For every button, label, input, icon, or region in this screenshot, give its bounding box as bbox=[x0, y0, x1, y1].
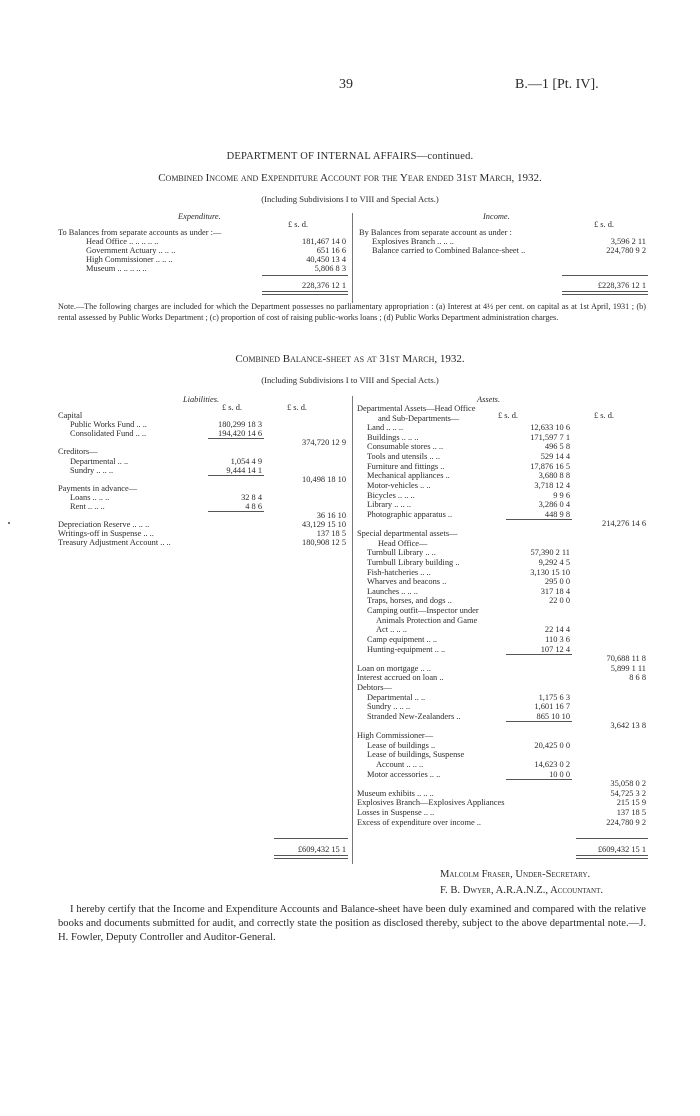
asset-subtotal-rule bbox=[506, 654, 572, 655]
asset-row-label: Turnbull Library .. .. bbox=[367, 548, 436, 558]
expenditure-row-label: Government Actuary .. .. .. bbox=[86, 246, 176, 256]
asset-row-label: Turnbull Library building .. bbox=[367, 557, 460, 567]
assets-total-rule bbox=[576, 855, 648, 859]
department-title: DEPARTMENT OF INTERNAL AFFAIRS—continued. bbox=[226, 151, 474, 162]
income-row-label: Explosives Branch .. .. .. bbox=[372, 237, 454, 247]
liability-row-amount: 9,444 14 1 bbox=[226, 465, 262, 475]
asset-row-label: Buildings .. .. .. bbox=[367, 432, 419, 442]
income-currency-header: £ s. d. bbox=[594, 220, 615, 229]
asset-row-label: Museum exhibits .. .. .. bbox=[357, 788, 434, 798]
asset-row-amount: 9,292 4 5 bbox=[538, 557, 570, 567]
liability-row-subtotal: 374,720 12 9 bbox=[302, 438, 346, 448]
asset-row-subtotal: 215 15 9 bbox=[616, 798, 646, 808]
liability-row-subtotal: 10,498 18 10 bbox=[302, 474, 346, 484]
expenditure-row-label: High Commissioner .. .. .. bbox=[86, 255, 173, 265]
expenditure-row-amount: 40,450 13 4 bbox=[306, 255, 346, 265]
expenditure-row-amount: 5,806 8 3 bbox=[314, 264, 346, 274]
liability-row-label: Capital bbox=[58, 411, 83, 420]
liability-row-label: Payments in advance— bbox=[58, 483, 138, 493]
asset-row-label: Explosives Branch—Explosives Appliances bbox=[357, 798, 505, 808]
asset-row-amount: 10 0 0 bbox=[549, 769, 570, 779]
asset-row-label: Land .. .. .. bbox=[367, 423, 404, 433]
asset-row-label: Interest accrued on loan .. bbox=[357, 673, 444, 683]
asset-row-subtotal: 137 18 5 bbox=[616, 808, 646, 818]
expenditure-row-label: To Balances from separate accounts as under :— bbox=[58, 228, 222, 237]
asset-row-label: Camp equipment .. .. bbox=[367, 634, 438, 644]
liability-subtotal-rule bbox=[208, 475, 264, 476]
asset-row-amount: 317 18 4 bbox=[540, 586, 570, 596]
bs-title: Combined Balance-sheet as at 31st March, 1932. bbox=[235, 353, 465, 365]
assets-currency-header-outer: £ s. d. bbox=[594, 411, 615, 420]
liability-row-label: Departmental .. .. bbox=[70, 456, 129, 466]
asset-row-label: Lease of buildings, Suspense bbox=[367, 750, 465, 760]
asset-row-label: Fish-hatcheries .. .. bbox=[367, 567, 431, 577]
asset-subtotal-rule bbox=[506, 779, 572, 780]
liabilities-currency-header-outer: £ s. d. bbox=[287, 403, 308, 412]
asset-row-amount: 12,633 10 6 bbox=[530, 423, 570, 433]
asset-row-label: Loan on mortgage .. .. bbox=[357, 663, 431, 673]
asset-subtotal-rule bbox=[506, 519, 572, 520]
liability-row-amount: 180,299 18 3 bbox=[218, 420, 262, 430]
expenditure-row-amount: 181,467 14 0 bbox=[302, 237, 346, 247]
bs-column-divider bbox=[352, 396, 353, 864]
liability-row-subtotal: 43,129 15 10 bbox=[302, 520, 346, 530]
asset-row-label: Act .. .. .. bbox=[376, 625, 407, 635]
asset-row-label: Losses in Suspense .. .. bbox=[357, 808, 435, 818]
asset-row-amount: 529 14 4 bbox=[540, 452, 570, 462]
asset-row-subtotal: 3,642 13 8 bbox=[610, 721, 646, 731]
asset-row-amount: 171,597 7 1 bbox=[530, 432, 570, 442]
asset-row-label: Furniture and fittings .. bbox=[367, 461, 445, 471]
asset-row-amount: 14,623 0 2 bbox=[534, 759, 570, 769]
liabilities-total-rule bbox=[274, 855, 348, 859]
signature-accountant: F. B. Dwyer, A.R.A.N.Z., Accountant. bbox=[440, 885, 604, 896]
asset-row-label: Debtors— bbox=[357, 682, 392, 692]
liabilities-sum-rule bbox=[274, 838, 348, 839]
report-reference: B.—1 [Pt. IV]. bbox=[515, 77, 599, 92]
ie-title: Combined Income and Expenditure Account for the Year ended 31st March, 1932. bbox=[158, 172, 542, 184]
asset-row-subtotal: 8 6 8 bbox=[629, 673, 646, 683]
liability-row-amount: 32 8 4 bbox=[241, 492, 262, 502]
liability-row-label: Rent .. .. .. bbox=[70, 502, 105, 511]
asset-row-label: Account .. .. .. bbox=[376, 759, 424, 769]
liability-row-label: Public Works Fund .. .. bbox=[70, 420, 147, 430]
expenditure-sum-rule bbox=[262, 275, 348, 276]
asset-row-label: Head Office— bbox=[378, 538, 428, 548]
asset-row-label: Stranded New-Zealanders .. bbox=[367, 711, 461, 721]
asset-row-subtotal: 54,725 3 2 bbox=[610, 788, 646, 798]
assets-total: £609,432 15 1 bbox=[597, 845, 646, 854]
asset-row-label: Traps, horses, and dogs .. bbox=[367, 596, 452, 606]
asset-row-amount: 496 5 8 bbox=[544, 442, 570, 452]
liability-row-amount: 1,054 4 9 bbox=[230, 456, 262, 466]
liability-row-subtotal: 137 18 5 bbox=[316, 529, 346, 539]
ie-note: Note.—The following charges are included for which the Department possesses no parliamentary appropriation : (a) Interest at 4½ per cent. on capital as at 1st April, 1931 ; (b) rental assessed by Public Works Department ; (c) proportion of cost of raising public-works loans ; (d) Public Works Department administration charges. bbox=[58, 302, 646, 322]
asset-row-label: Tools and utensils .. .. bbox=[367, 452, 440, 462]
asset-row-amount: 3,130 15 10 bbox=[530, 567, 570, 577]
bs-subtitle: (Including Subdivisions I to VIII and Special Acts.) bbox=[261, 375, 439, 385]
asset-row-label: Excess of expenditure over income .. bbox=[357, 817, 481, 827]
asset-row-amount: 3,286 0 4 bbox=[538, 500, 570, 510]
asset-row-subtotal: 214,276 14 6 bbox=[602, 519, 646, 529]
asset-row-label: Library .. .. .. bbox=[367, 500, 411, 510]
ie-column-divider bbox=[352, 213, 353, 303]
asset-row-label: Motor accessories .. .. bbox=[367, 769, 441, 779]
asset-row-amount: 295 0 0 bbox=[544, 577, 570, 587]
page-number: 39 bbox=[339, 77, 353, 92]
asset-row-label: Wharves and beacons .. bbox=[367, 577, 447, 587]
asset-row-subtotal: 5,899 1 11 bbox=[610, 663, 646, 673]
asset-row-amount: 1,175 6 3 bbox=[538, 692, 570, 702]
expenditure-row-amount: 651 16 6 bbox=[316, 246, 346, 256]
asset-row-label: Departmental .. .. bbox=[367, 692, 426, 702]
liability-row-label: Treasury Adjustment Account .. .. bbox=[58, 538, 171, 548]
asset-row-subtotal: 224,780 9 2 bbox=[606, 817, 646, 827]
asset-row-amount: 3,718 12 4 bbox=[534, 480, 570, 490]
expenditure-total: 228,376 12 1 bbox=[302, 280, 346, 290]
income-row-label: By Balances from separate account as under : bbox=[359, 228, 512, 237]
asset-row-amount: 22 14 4 bbox=[544, 625, 570, 635]
income-heading: Income. bbox=[483, 212, 510, 221]
asset-row-label: Bicycles .. .. .. bbox=[367, 490, 415, 500]
asset-row-subtotal: 70,688 11 8 bbox=[606, 654, 646, 664]
liability-subtotal-rule bbox=[208, 511, 264, 512]
income-total: £228,376 12 1 bbox=[597, 280, 646, 290]
expenditure-total-rule bbox=[262, 291, 348, 295]
asset-row-label: Camping outfit—Inspector under bbox=[367, 606, 479, 616]
assets-currency-header-inner: £ s. d. bbox=[498, 411, 519, 420]
income-row-label: Balance carried to Combined Balance-sheet .. bbox=[372, 246, 526, 256]
margin-mark bbox=[8, 522, 10, 524]
income-row-amount: 3,596 2 11 bbox=[610, 237, 646, 247]
asset-row-amount: 20,425 0 0 bbox=[534, 740, 570, 750]
asset-row-amount: 3,680 8 8 bbox=[538, 471, 570, 481]
liabilities-currency-header-inner: £ s. d. bbox=[222, 403, 243, 412]
asset-row-amount: 1,601 16 7 bbox=[534, 702, 570, 712]
income-row-amount: 224,780 9 2 bbox=[606, 246, 646, 256]
liability-row-subtotal: 36 16 10 bbox=[316, 511, 346, 521]
asset-row-amount: 110 3 6 bbox=[545, 634, 570, 644]
liabilities-total: £609,432 15 1 bbox=[297, 845, 346, 854]
income-sum-rule bbox=[562, 275, 648, 276]
asset-row-amount: 22 0 0 bbox=[549, 596, 570, 606]
asset-row-label: Motor-vehicles .. .. bbox=[367, 480, 431, 490]
asset-row-label: Departmental Assets—Head Office bbox=[357, 404, 476, 413]
asset-row-label: Lease of buildings .. bbox=[367, 740, 436, 750]
asset-row-amount: 57,390 2 11 bbox=[530, 548, 570, 558]
expenditure-row-label: Museum .. .. .. .. .. bbox=[86, 264, 147, 274]
signature-under-secretary: Malcolm Fraser, Under-Secretary. bbox=[440, 869, 591, 880]
liability-row-label: Writings-off in Suspense .. .. bbox=[58, 529, 154, 539]
asset-row-label: Special departmental assets— bbox=[357, 529, 458, 539]
liability-row-amount: 194,420 14 6 bbox=[218, 429, 262, 439]
income-total-rule bbox=[562, 291, 648, 295]
asset-row-amount: 9 9 6 bbox=[553, 490, 570, 500]
liability-row-label: Loans .. .. .. bbox=[70, 492, 110, 502]
asset-row-subtotal: 35,058 0 2 bbox=[610, 779, 646, 789]
asset-row-label: High Commissioner— bbox=[357, 731, 434, 741]
asset-row-label: Consumable stores .. .. bbox=[367, 442, 444, 452]
asset-row-amount: 17,876 16 5 bbox=[530, 461, 570, 471]
liability-row-label: Consolidated Fund .. .. bbox=[70, 429, 147, 439]
asset-subtotal-rule bbox=[506, 721, 572, 722]
asset-row-label: Animals Protection and Game bbox=[376, 615, 478, 625]
asset-row-amount: 448 9 8 bbox=[544, 509, 570, 519]
audit-certificate: I hereby certify that the Income and Expenditure Accounts and Balance-sheet have been duly examined and compared with the relative books and documents submitted for audit, and correctly state the position as disclosed thereby, subject to the above departmental note.—J. H. Fowler, Deputy Controller and Auditor-General. bbox=[58, 904, 646, 943]
asset-row-label: Mechanical appliances .. bbox=[367, 471, 450, 481]
expenditure-heading: Expenditure. bbox=[178, 212, 221, 221]
liability-row-label: Sundry .. .. .. bbox=[70, 465, 114, 475]
liabilities-heading: Liabilities. bbox=[183, 395, 220, 404]
asset-row-label: Sundry .. .. .. bbox=[367, 702, 411, 712]
expenditure-currency-header: £ s. d. bbox=[288, 220, 309, 229]
asset-row-amount: 865 10 10 bbox=[536, 711, 570, 721]
liability-subtotal-rule bbox=[208, 438, 264, 439]
assets-heading: Assets. bbox=[477, 395, 501, 404]
asset-row-label: and Sub-Departments— bbox=[378, 413, 460, 423]
liability-row-amount: 4 8 6 bbox=[245, 502, 262, 511]
asset-row-label: Photographic apparatus .. bbox=[367, 509, 453, 519]
liability-row-label: Depreciation Reserve .. .. .. bbox=[58, 520, 150, 530]
assets-sum-rule bbox=[576, 838, 648, 839]
liability-row-subtotal: 180,908 12 5 bbox=[302, 538, 346, 548]
asset-row-amount: 107 12 4 bbox=[540, 644, 570, 654]
ie-subtitle: (Including Subdivisions I to VIII and Special Acts.) bbox=[261, 194, 439, 204]
liability-row-label: Creditors— bbox=[58, 447, 98, 457]
asset-row-label: Hunting-equipment .. .. bbox=[367, 644, 446, 654]
asset-row-label: Launches .. .. .. bbox=[367, 586, 418, 596]
expenditure-row-label: Head Office .. .. .. .. .. bbox=[86, 237, 159, 247]
